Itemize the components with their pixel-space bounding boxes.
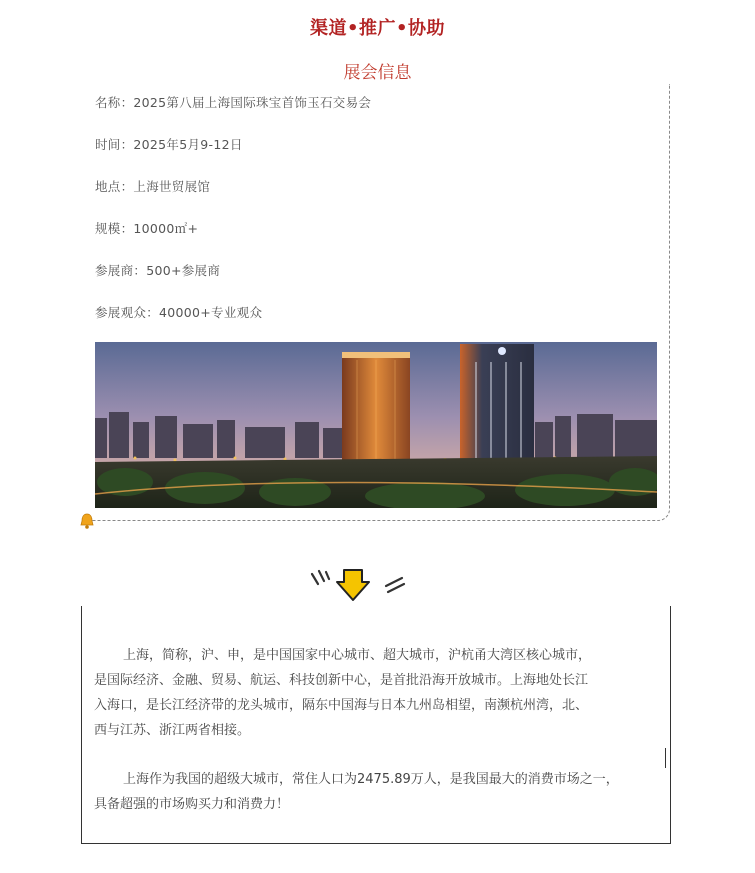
down-arrow-icon [306,566,410,606]
info-time: 时间：2025年5月9-12日 [95,137,243,152]
info-name: 名称：2025第八届上海国际珠宝首饰玉石交易会 [95,95,372,110]
para1-line: 上海，简称，沪、申，是中国国家中心城市、超大城市，沪杭甬大湾区核心城市， [123,648,592,663]
para2-line: 上海作为我国的超级大城市，常住人口为2475.89万人，是我国最大的消费市场之一， [123,772,619,787]
info-scale: 规模：10000㎡+ [95,221,199,236]
info-exhibitors: 参展商：500+参展商 [95,263,221,278]
info-visitors: 参展观众：40000+专业观众 [95,305,263,320]
box-corner-mark [665,748,666,768]
bell-icon [78,512,96,530]
page-title: 渠道•推广•协助 [309,18,445,39]
info-venue: 地点：上海世贸展馆 [95,179,211,194]
para1-line: 入海口，是长江经济带的龙头城市，隔东中国海与日本九州岛相望，南濒杭州湾，北、 [94,698,589,713]
para2-line: 具备超强的市场购买力和消费力！ [94,797,290,812]
para1-line: 西与江苏、浙江两省相接。 [94,723,251,738]
venue-photo [95,342,657,508]
intro-paragraph-1 [94,643,664,743]
intro-paragraph-2 [94,767,664,817]
para1-line: 是国际经济、金融、贸易、航运、科技创新中心，是首批沿海开放城市。上海地处长江 [94,673,589,688]
section-title: 展会信息 [343,63,412,83]
